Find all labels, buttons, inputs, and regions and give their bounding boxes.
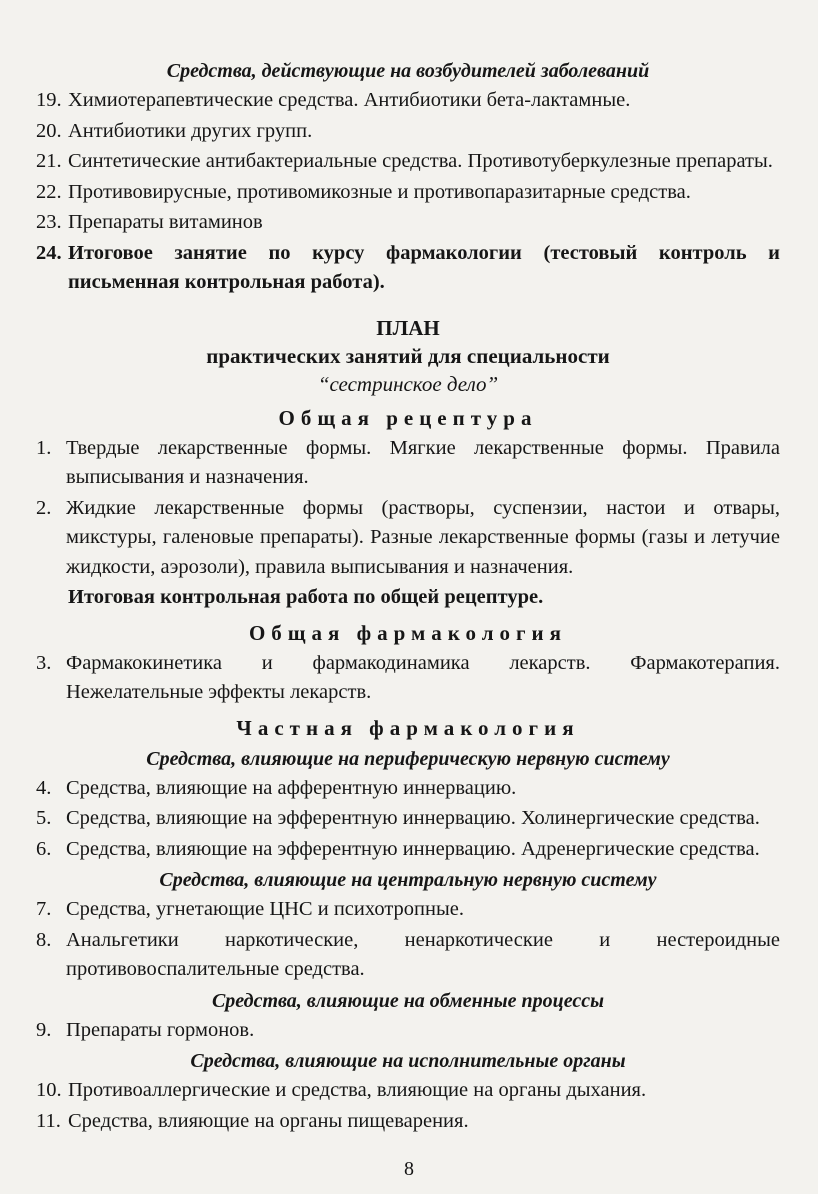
group-heading-metabolic: Средства, влияющие на обменные процессы [211,989,605,1012]
item-number: 8. [36,928,52,951]
list-item [36,1107,780,1137]
list-item [36,208,780,238]
item-number: 22. [36,180,62,203]
list-item [36,494,780,583]
list-item [36,804,780,834]
list-item [36,649,780,708]
item-number: 5. [36,807,52,829]
list-item-final-lesson [36,239,780,298]
item-number: 4. [36,776,52,799]
item-text: Средства, угнетающие ЦНС и психотропные. [66,898,464,920]
item-text: Препараты гормонов. [66,1018,255,1041]
item-number: 9. [36,1018,52,1041]
list-item [36,1076,780,1106]
item-number: 20. [36,119,62,142]
item-number: 23. [36,211,62,233]
item-text: Анальгетики наркотические, ненаркотические и нестероидные противовоспалительные средства. [66,928,780,980]
item-text: Синтетические антибактериальные средства. Противотуберкулезные препараты. [68,150,773,172]
item-number: 19. [36,89,62,111]
item-number: 6. [36,837,52,860]
list-item [36,434,780,493]
list-item [36,86,780,116]
item-number: 7. [36,898,52,920]
item-text: Жидкие лекарственные формы (растворы, суспензии, настои и отвары, микстуры, галеновые препараты). Разные лекарственные формы (газы и летучие жидкости, аэрозоли), правила выписывания и назначения. [66,496,780,578]
item-text: Препараты витаминов [68,211,263,233]
item-number: 24. [36,241,62,264]
section-heading-general-recipe: Общая рецептура [278,405,538,430]
final-test-note: Итоговая контрольная работа по общей рецептуре. [68,586,544,608]
group-heading-executive-organs: Средства, влияющие на исполнительные органы [190,1050,626,1072]
item-text: Средства, влияющие на эфферентную иннервацию. Холинергические средства. [66,807,760,829]
item-text: Средства, влияющие на эфферентную иннервацию. Адренергические средства. [66,837,760,860]
item-text: Антибиотики других групп. [68,119,313,142]
list-item [36,178,780,208]
group-heading-cns: Средства, влияющие на центральную нервную систему [159,869,657,891]
item-text: Противоаллергические и средства, влияющие на органы дыхания. [68,1079,647,1101]
item-number: 11. [36,1109,61,1132]
list-item [36,774,780,804]
list-item [36,835,780,865]
item-text: Твердые лекарственные формы. Мягкие лекарственные формы. Правила выписывания и назначения. [66,436,780,488]
item-number: 21. [36,150,62,172]
item-text: Химиотерапевтические средства. Антибиотики бета-лактамные. [68,89,631,111]
list-item [36,117,780,147]
list-item [36,926,780,985]
section-heading-general-pharmacology: Общая фармакология [248,620,568,645]
item-text: Средства, влияющие на афферентную иннервацию. [66,776,517,799]
list-item [36,147,780,177]
plan-subtitle: практических занятий для специальности [206,343,610,368]
plan-title: ПЛАН [376,315,440,340]
item-text: Средства, влияющие на органы пищеварения. [68,1109,469,1132]
plan-specialty: “сестринское дело” [317,371,499,396]
list-item [36,1016,780,1046]
item-number: 10. [36,1079,62,1101]
item-number: 3. [36,651,52,674]
group-heading-peripheral: Средства, влияющие на периферическую нервную систему [146,747,670,770]
item-number: 1. [36,436,52,459]
item-text: Фармакокинетика и фармакодинамика лекарств. Фармакотерапия. Нежелательные эффекты лекарств. [66,651,780,703]
section-heading-pathogens: Средства, действующие на возбудителей заболеваний [166,60,650,82]
item-text: Противовирусные, противомикозные и противопаразитарные средства. [68,180,691,203]
list-item [36,895,780,925]
section-heading-special-pharmacology: Частная фармакология [236,715,580,740]
item-text: Итоговое занятие по курсу фармакологии (тестовый контроль и письменная контрольная работа). [68,241,780,293]
item-number: 2. [36,496,52,519]
page-number: 8 [404,1158,414,1180]
